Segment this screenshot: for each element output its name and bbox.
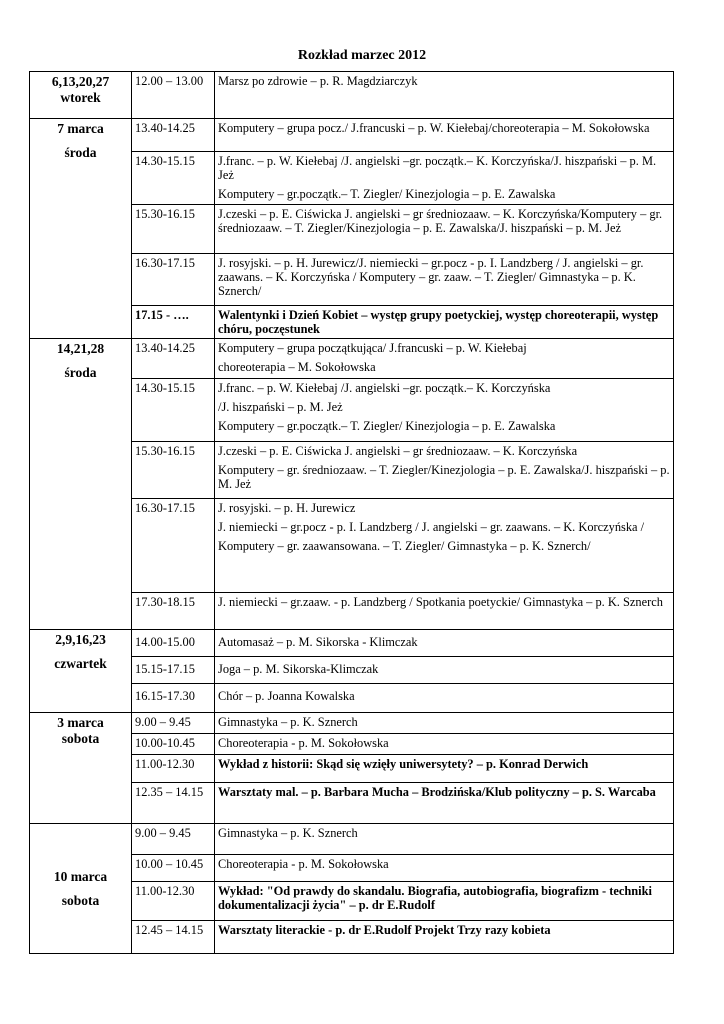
schedule-table [29, 71, 674, 954]
activity-line: J.franc. – p. W. Kiełebaj /J. angielski –gr. początk.– K. Korczyńska [218, 381, 551, 395]
day-cell [30, 713, 132, 824]
time-cell: 14.00-15.00 [132, 630, 215, 657]
time-cell: 9.00 – 9.45 [132, 824, 215, 855]
time-cell: 13.40-14.25 [132, 339, 215, 379]
activity-cell [215, 152, 674, 205]
day-weekday: wtorek [60, 90, 101, 105]
schedule-row [30, 339, 674, 379]
day-dates: 3 marca [57, 715, 104, 730]
day-dates: 14,21,28 [56, 341, 105, 356]
page-title: Rozkład marzec 2012 [297, 48, 427, 63]
activity-cell [215, 713, 674, 734]
activity-cell [215, 882, 674, 921]
time-cell: 11.00-12.30 [132, 755, 215, 783]
activity-line: Komputery – gr.początk.– T. Ziegler/ Kinezjologia – p. E. Zawalska [218, 419, 556, 433]
time-cell: 16.30-17.15 [132, 499, 215, 593]
time-cell: 14.30-15.15 [132, 379, 215, 442]
activity-line: Warsztaty mal. – p. Barbara Mucha – Brodzińska/Klub polityczny – p. S. Warcaba [218, 785, 656, 799]
time-cell: 17.15 - …. [132, 306, 215, 339]
activity-cell [215, 499, 674, 593]
activity-line: choreoterapia – M. Sokołowska [218, 360, 376, 374]
activity-line: J. niemiecki – gr.pocz - p. I. Landzberg / J. angielski – gr. zaawans. – K. Korczyńska / [218, 520, 645, 534]
activity-cell [215, 306, 674, 339]
activity-line: Chór – p. Joanna Kowalska [218, 689, 355, 703]
activity-cell [215, 824, 674, 855]
activity-cell [215, 119, 674, 152]
activity-cell [215, 205, 674, 254]
time-cell: 15.30-16.15 [132, 442, 215, 499]
activity-cell [215, 755, 674, 783]
time-cell: 16.15-17.30 [132, 684, 215, 713]
activity-line: J. niemiecki – gr.zaaw. - p. Landzberg / Spotkania poetyckie/ Gimnastyka – p. K. Sznerch [218, 595, 663, 609]
day-dates: 10 marca [53, 868, 108, 884]
activity-line: Choreoterapia - p. M. Sokołowska [218, 857, 389, 871]
time-cell: 15.15-17.15 [132, 657, 215, 684]
activity-line: /J. hiszpański – p. M. Jeż [218, 400, 343, 414]
time-cell: 11.00-12.30 [132, 882, 215, 921]
activity-cell [215, 339, 674, 379]
time-cell: 17.30-18.15 [132, 593, 215, 630]
activity-line: Gimnastyka – p. K. Sznerch [218, 826, 358, 840]
activity-line: J.franc. – p. W. Kiełebaj /J. angielski –gr. początk.– K. Korczyńska/J. hiszpański – p. M. Jeż [218, 154, 657, 182]
activity-cell [215, 72, 674, 119]
activity-line: J.czeski – p. E. Ciświcka J. angielski – gr średniozaaw. – K. Korczyńska [218, 444, 578, 458]
time-cell: 16.30-17.15 [132, 254, 215, 306]
day-weekday: sobota [61, 731, 100, 746]
activity-line: J. rosyjski. – p. H. Jurewicz/J. niemiecki – gr.pocz - p. I. Landzberg / J. angielski – gr. zaawans. – K. Korczyńska / Komputery – gr. zaaw. – T. Ziegler/ Gimnastyka – p. K. Sznerch/ [218, 256, 644, 298]
day-cell [30, 339, 132, 630]
activity-line: Joga – p. M. Sikorska-Klimczak [218, 662, 379, 676]
time-cell: 9.00 – 9.45 [132, 713, 215, 734]
time-cell: 10.00 – 10.45 [132, 855, 215, 882]
activity-line: Komputery – gr. średniozaaw. – T. Ziegler/Kinezjologia – p. E. Zawalska/J. hiszpański – p. M. Jeż [218, 463, 670, 491]
activity-cell [215, 379, 674, 442]
time-cell: 12.45 – 14.15 [132, 921, 215, 954]
activity-cell [215, 442, 674, 499]
time-cell: 12.35 – 14.15 [132, 783, 215, 824]
time-cell: 14.30-15.15 [132, 152, 215, 205]
day-cell [30, 824, 132, 954]
activity-cell [215, 254, 674, 306]
day-dates: 6,13,20,27 [51, 74, 110, 89]
schedule-body [30, 72, 674, 954]
activity-cell [215, 593, 674, 630]
activity-line: J. rosyjski. – p. H. Jurewicz [218, 501, 356, 515]
time-cell: 12.00 – 13.00 [132, 72, 215, 119]
day-weekday: czwartek [54, 656, 107, 671]
activity-line: J.czeski – p. E. Ciświcka J. angielski – gr średniozaaw. – K. Korczyńska/Komputery – gr. średniozaaw. – T. Ziegler/Kinezjologia – p. E. Zawalska/J. hiszpański – p. M. Jeż [218, 207, 663, 235]
day-cell [30, 72, 132, 119]
day-weekday: sobota [61, 892, 100, 908]
activity-line: Komputery – grupa pocz./ J.francuski – p. W. Kiełebaj/choreoterapia – M. Sokołowska [218, 121, 650, 135]
activity-cell [215, 684, 674, 713]
activity-line: Gimnastyka – p. K. Sznerch [218, 715, 358, 729]
activity-cell [215, 734, 674, 755]
schedule-row [30, 713, 674, 734]
activity-line: Automasaż – p. M. Sikorska - Klimczak [218, 635, 418, 649]
activity-line: Marsz po zdrowie – p. R. Magdziarczyk [218, 74, 418, 88]
day-weekday: środa [64, 365, 97, 380]
activity-cell [215, 657, 674, 684]
schedule-row [30, 824, 674, 855]
activity-cell [215, 630, 674, 657]
schedule-row [30, 630, 674, 657]
day-dates: 7 marca [57, 121, 104, 136]
day-weekday: środa [64, 145, 97, 160]
activity-line: Wykład z historii: Skąd się wzięły uniwersytety? – p. Konrad Derwich [218, 757, 589, 771]
activity-cell [215, 783, 674, 824]
activity-line: Walentynki i Dzień Kobiet – występ grupy poetyckiej, występ choreoterapii, występ chóru, poczęstunek [218, 308, 659, 336]
activity-line: Warsztaty literackie - p. dr E.Rudolf Projekt Trzy razy kobieta [218, 923, 551, 937]
time-cell: 10.00-10.45 [132, 734, 215, 755]
activity-line: Komputery – gr.początk.– T. Ziegler/ Kinezjologia – p. E. Zawalska [218, 187, 556, 201]
activity-line: Wykład: "Od prawdy do skandalu. Biografia, autobiografia, biografizm - techniki dokumentalizacji życia" – p. dr E.Rudolf [218, 884, 652, 912]
activity-cell [215, 921, 674, 954]
day-cell [30, 119, 132, 339]
activity-line: Komputery – grupa początkująca/ J.francuski – p. W. Kiełebaj [218, 341, 527, 355]
activity-cell [215, 855, 674, 882]
schedule-row [30, 72, 674, 119]
time-cell: 15.30-16.15 [132, 205, 215, 254]
day-cell [30, 630, 132, 713]
day-dates: 2,9,16,23 [55, 632, 106, 647]
schedule-row [30, 119, 674, 152]
activity-line: Komputery – gr. zaawansowana. – T. Ziegler/ Gimnastyka – p. K. Sznerch/ [218, 539, 591, 553]
time-cell: 13.40-14.25 [132, 119, 215, 152]
activity-line: Choreoterapia - p. M. Sokołowska [218, 736, 389, 750]
